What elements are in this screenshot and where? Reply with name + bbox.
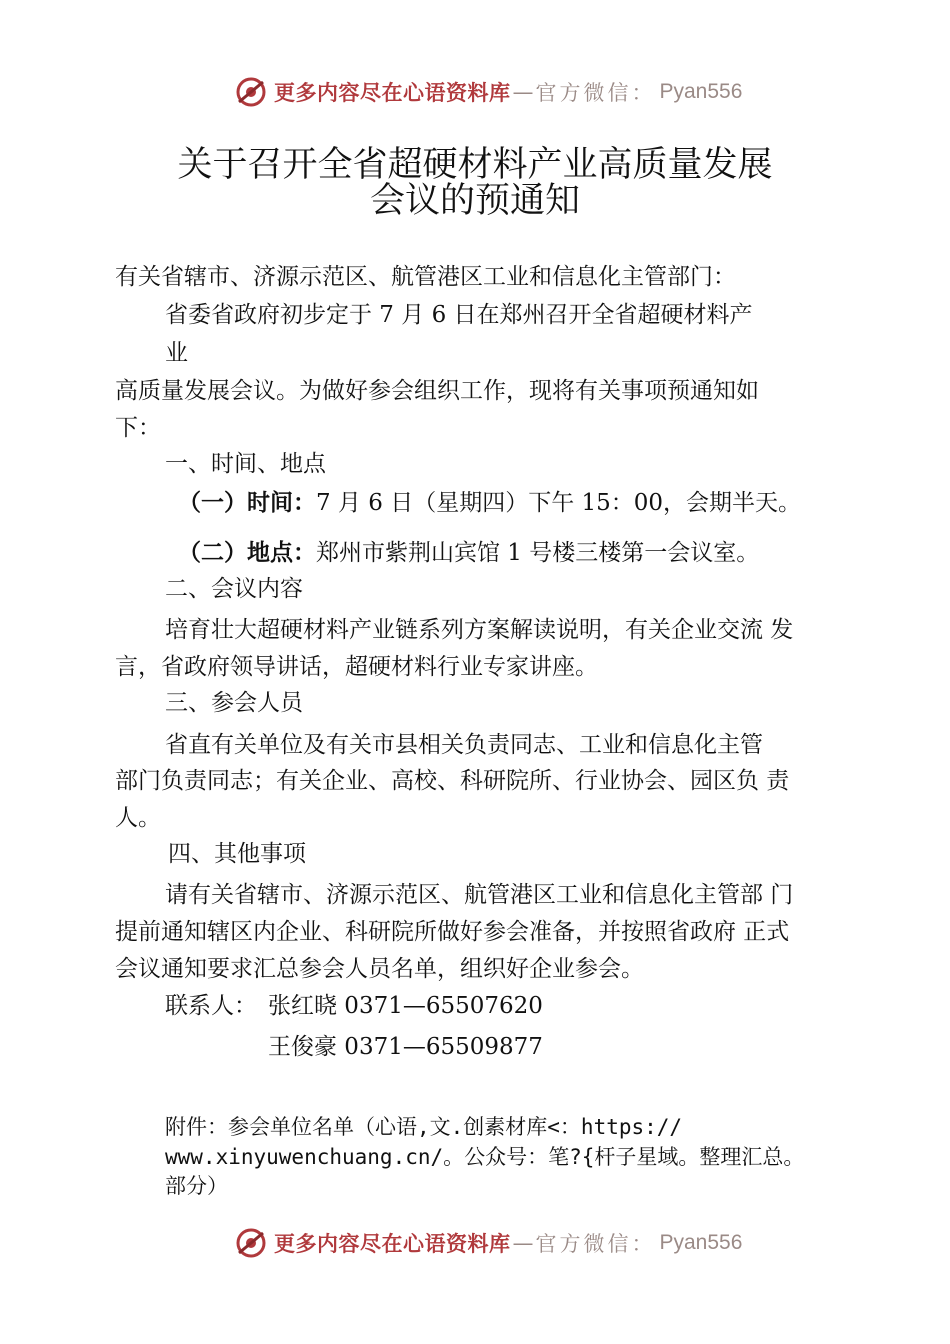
place-label: （二）地点： [178,540,316,566]
other-line: 请有关省辖市、济源示范区、航管港区工业和信息化主管部 门 [165,882,794,908]
intro-line: 高质量发展会议。为做好参会组织工作，现将有关事项预通知如 [115,378,759,404]
time-value: 7 月 6 日（星期四）下午 15：00，会期半天。 [316,490,802,516]
section-heading-time-place: 一、时间、地点 [165,451,326,477]
contact-person: 张红晓 0371—65507620 [268,993,543,1019]
header-watermark [234,74,742,110]
document-title-line1: 关于召开全省超硬材料产业高质量发展 [177,145,773,185]
watermark-text: 更多内容尽在心语资料库 [274,80,511,105]
watermark-text: 更多内容尽在心语资料库 [274,1231,511,1256]
time-label: （一）时间： [178,490,316,516]
attendees-line: 部门负责同志；有关企业、高校、科研院所、行业协会、园区负 责 [115,768,790,794]
intro-line: 下： [115,415,161,441]
intro-line: 省委省政府初步定于 7 月 6 日在郑州召开全省超硬材料产 [165,302,753,328]
other-line: 会议通知要求汇总参会人员名单，组织好企业参会。 [115,956,644,982]
section-heading-other: 四、其他事项 [168,841,306,867]
other-line: 提前通知辖区内企业、科研院所做好参会准备，并按照省政府 正式 [115,919,790,945]
time-item [178,484,801,517]
attachment-line: 附件：参会单位名单（心语,文.创素材库<：https:// [165,1115,683,1139]
content-line: 培育壮大超硬材料产业链系列方案解读说明，有关企业交流 发 [165,617,794,643]
content-line: 言，省政府领导讲话，超硬材料行业专家讲座。 [115,654,598,680]
attendees-line: 人。 [115,805,161,831]
attendees-line: 省直有关单位及有关市县相关负责同志、工业和信息化主管 [165,732,763,758]
watermark-wechat-id: Pyan556 [659,80,743,103]
brand-logo-icon [234,1226,268,1260]
brand-logo-icon [234,75,268,109]
watermark-wechat-label: 官方微信： [535,1232,656,1256]
watermark-separator: — [512,1231,534,1255]
document-title-line2: 会议的预通知 [369,181,580,221]
place-value: 郑州市紫荆山宾馆 1 号楼三楼第一会议室。 [316,540,760,566]
contact-person: 王俊豪 0371—65509877 [268,1034,543,1060]
place-item [178,534,759,567]
section-heading-content: 二、会议内容 [165,576,303,602]
intro-line: 业 [165,340,188,366]
attachment-line: www.xinyuwenchuang.cn/。公众号：笔?{杆子星域。整理汇总。 [165,1145,805,1169]
watermark-wechat-id: Pyan556 [659,1231,743,1254]
contact-label: 联系人： [165,993,257,1019]
attachment-line: 部分） [165,1174,228,1198]
watermark-separator: — [512,80,534,104]
footer-watermark [234,1225,742,1261]
watermark-wechat-label: 官方微信： [535,81,656,105]
section-heading-attendees: 三、参会人员 [165,690,303,716]
addressee: 有关省辖市、济源示范区、航管港区工业和信息化主管部门： [115,264,736,290]
